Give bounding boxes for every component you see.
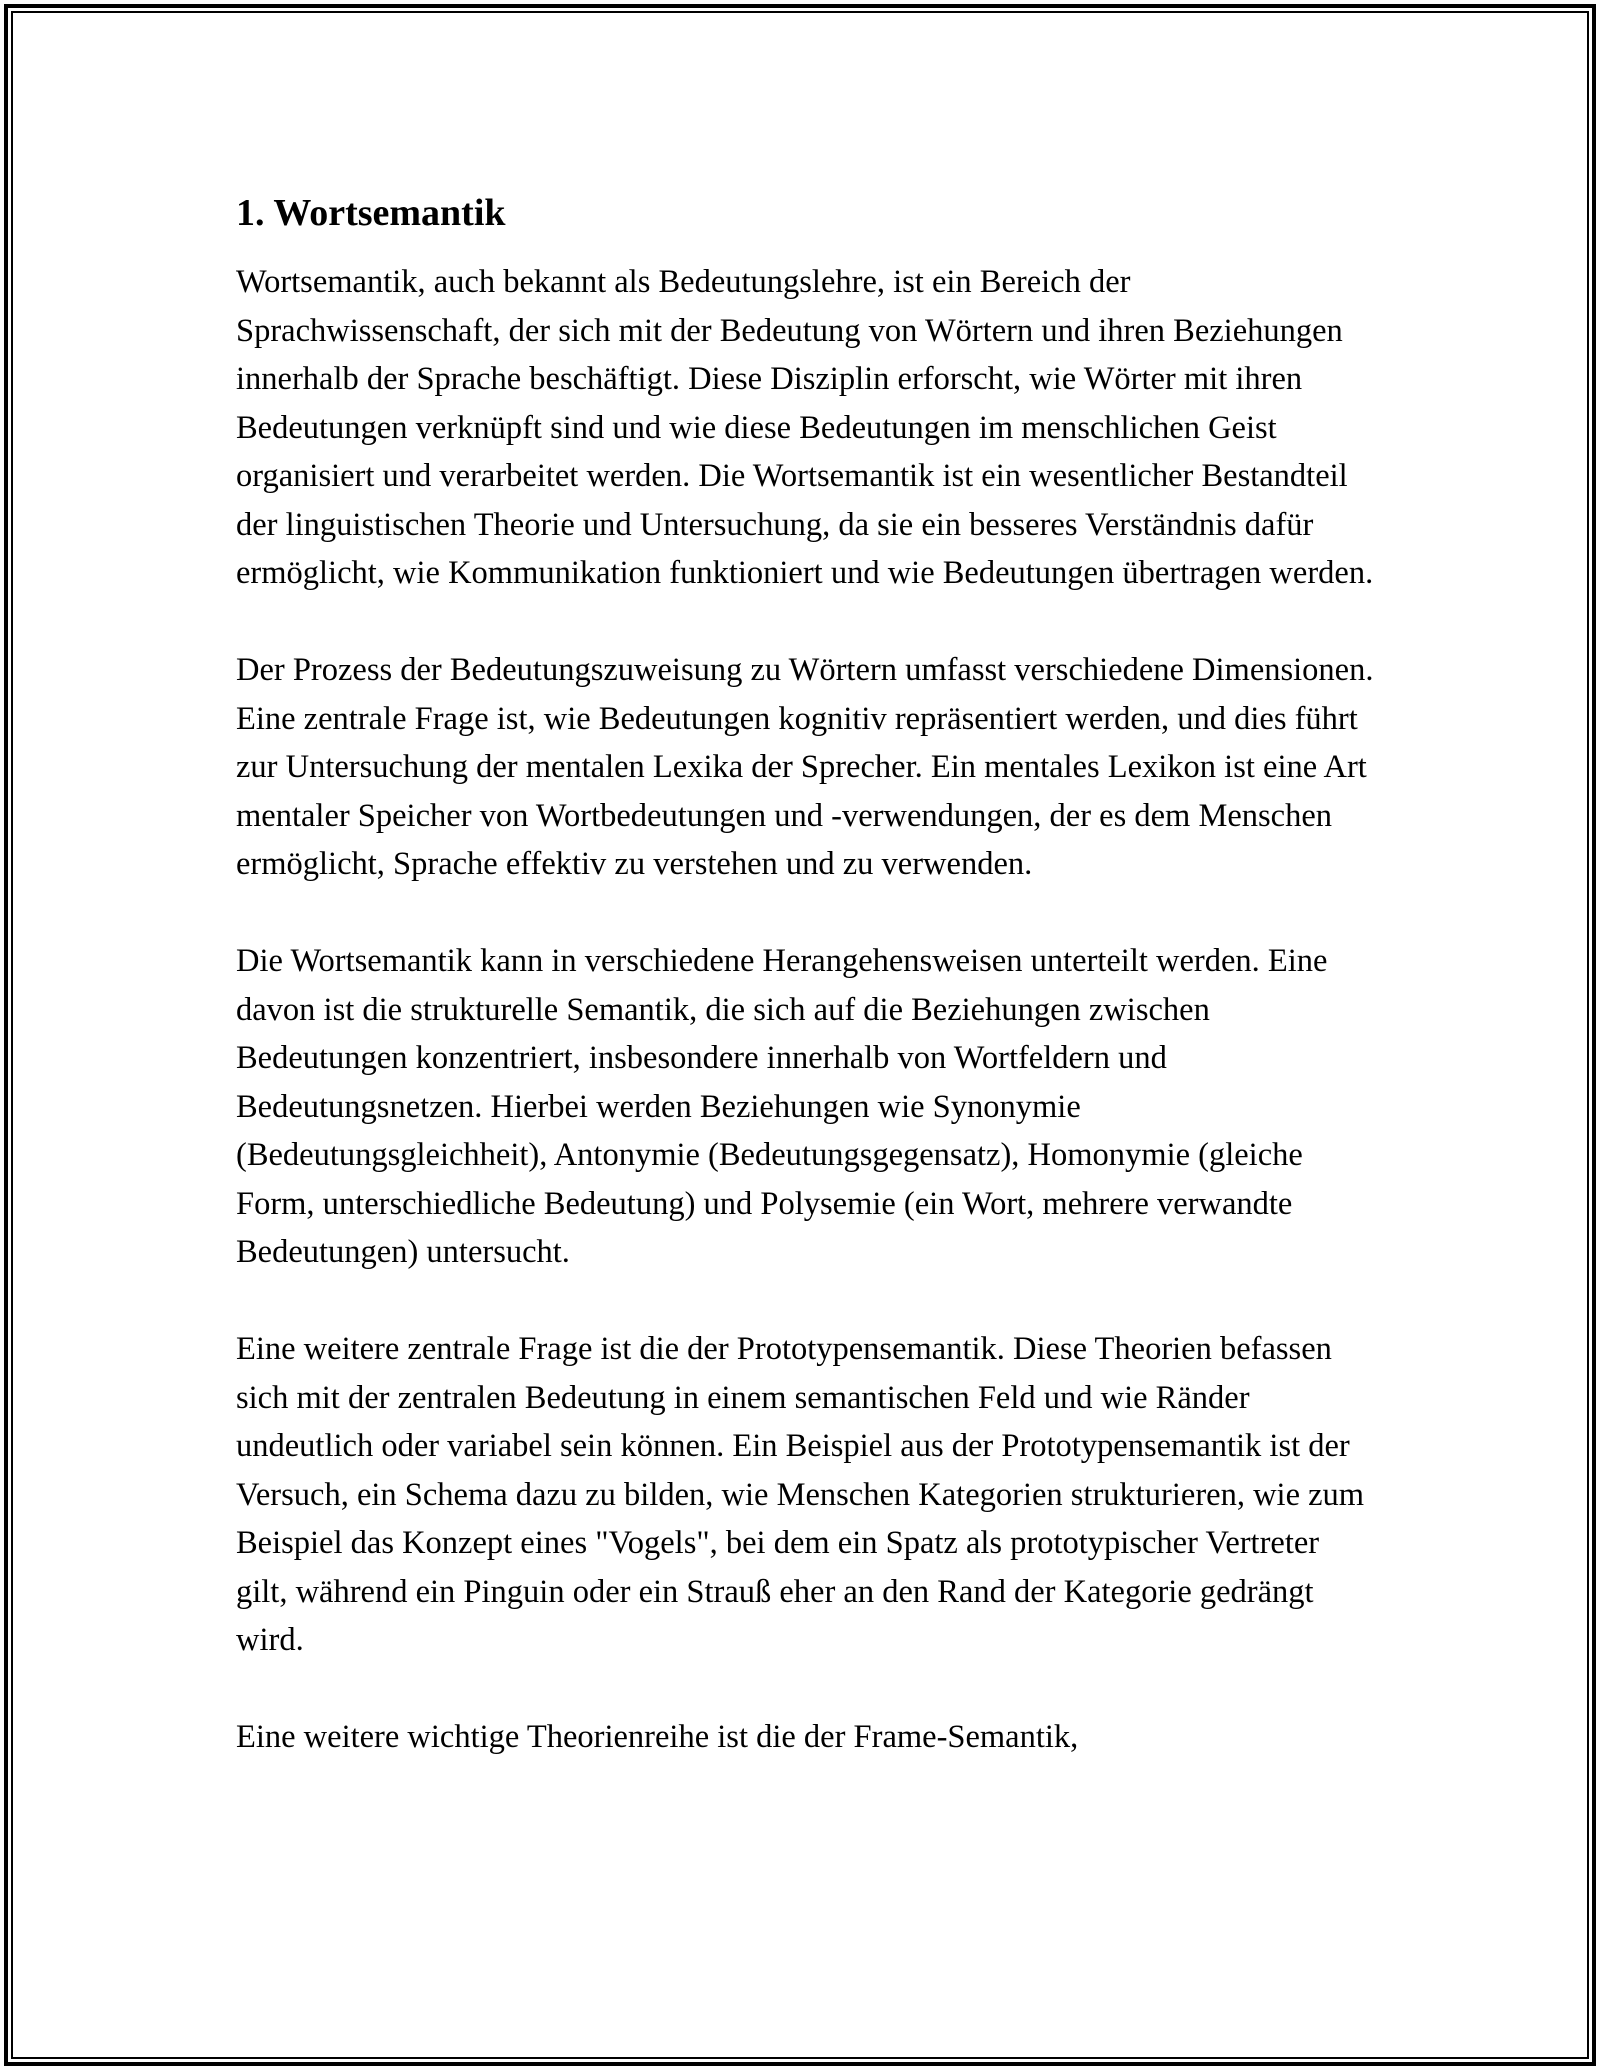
paragraph-1: Wortsemantik, auch bekannt als Bedeutungslehre, ist ein Bereich der Sprachwissenschaft, der sich mit der Bedeutung von Wörtern und ihren Beziehungen innerhalb der Sprache beschäftigt. Diese Disziplin erforscht, wie Wörter mit ihren Bedeutungen verknüpft sind und wie diese Bedeutungen im menschlichen Geist organisiert und verarbeitet werden. Die Wortsemantik ist ein wesentlicher Bestandteil der linguistischen Theorie und Untersuchung, da sie ein besseres Verständnis dafür ermöglicht, wie Kommunikation funktioniert und wie Bedeutungen übertragen werden. [236,264,1374,591]
section-heading: 1. Wortsemantik [236,192,506,234]
paragraph-3: Die Wortsemantik kann in verschiedene Herangehensweisen unterteilt werden. Eine davon ist die strukturelle Semantik, die sich auf die Beziehungen zwischen Bedeutungen konzentriert, insbesondere innerhalb von Wortfeldern und Bedeutungsnetzen. Hierbei werden Beziehungen wie Synonymie (Bedeutungsgleichheit), Antonymie (Bedeutungsgegensatz), Homonymie (gleiche Form, unterschiedliche Bedeutung) und Polysemie (ein Wort, mehrere verwandte Bedeutungen) untersucht. [236,943,1328,1270]
document-body [236,188,1376,1810]
paragraph-4: Eine weitere zentrale Frage ist die der Prototypensemantik. Diese Theorien befassen sich mit der zentralen Bedeutung in einem semantischen Feld und wie Ränder undeutlich oder variabel sein können. Ein Beispiel aus der Prototypensemantik ist der Versuch, ein Schema dazu zu bilden, wie Menschen Kategorien strukturieren, wie zum Beispiel das Konzept eines "Vogels", bei dem ein Spatz als prototypischer Vertreter gilt, während ein Pinguin oder ein Strauß eher an den Rand der Kategorie gedrängt wird. [236,1331,1365,1658]
paragraph-2: Der Prozess der Bedeutungszuweisung zu Wörtern umfasst verschiedene Dimensionen. Eine zentrale Frage ist, wie Bedeutungen kognitiv repräsentiert werden, und dies führt zur Untersuchung der mentalen Lexika der Sprecher. Ein mentales Lexikon ist eine Art mentaler Speicher von Wortbedeutungen und -verwendungen, der es dem Menschen ermöglicht, Sprache effektiv zu verstehen und zu verwenden. [236,652,1374,882]
paragraph-5: Eine weitere wichtige Theorienreihe ist die der Frame-Semantik, [236,1719,1079,1755]
